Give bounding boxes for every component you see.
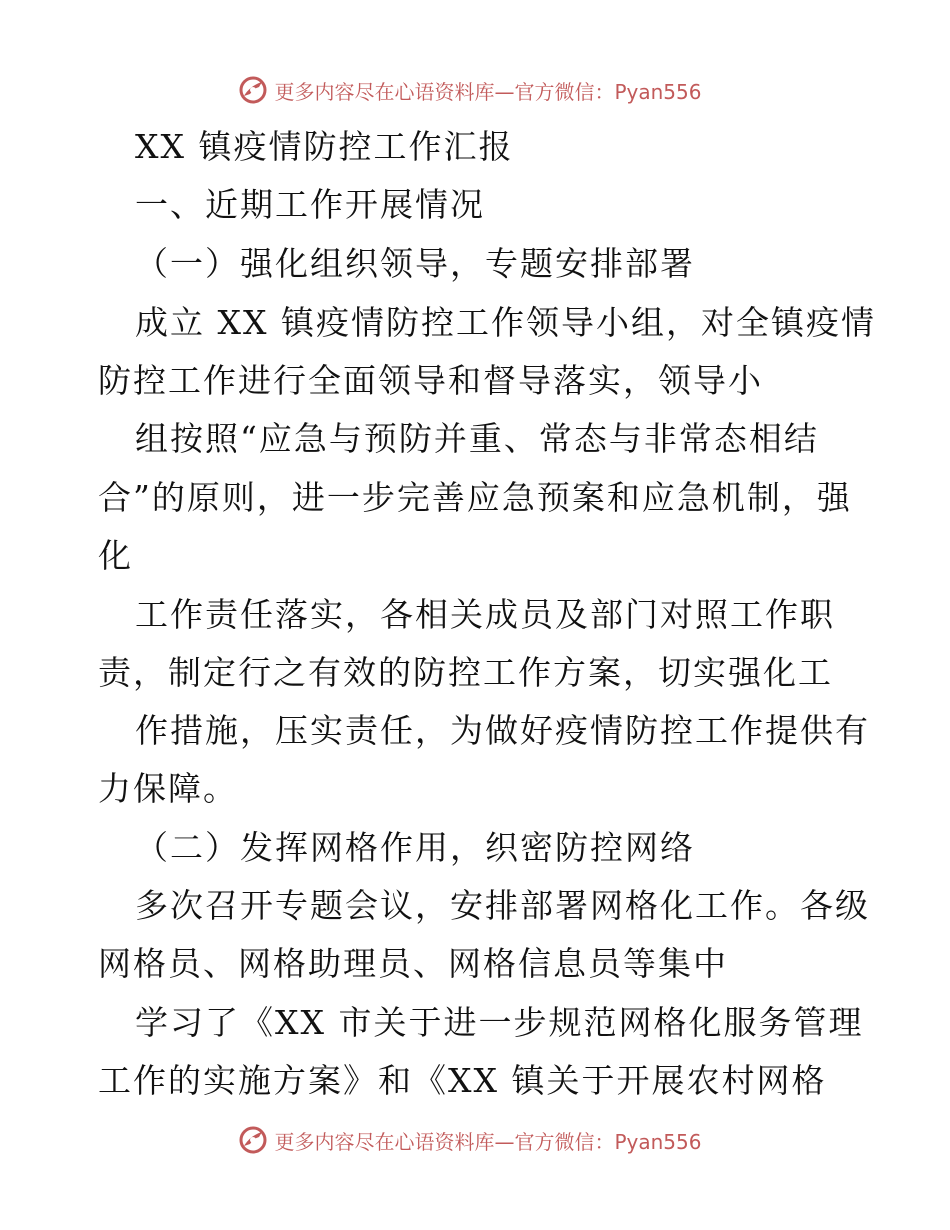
paragraph-line: 防控工作进行全面领导和督导落实，领导小: [98, 361, 763, 400]
subsection-heading: （二）发挥网格作用，织密防控网络: [135, 828, 695, 867]
paragraph-line: 多次召开专题会议，安排部署网格化工作。各级: [135, 886, 870, 925]
section-heading: 一、近期工作开展情况: [135, 185, 485, 224]
paragraph-line: 成立 XX 镇疫情防控工作领导小组，对全镇疫情: [135, 303, 876, 342]
subsection-heading: （一）强化组织领导，专题安排部署: [135, 244, 695, 283]
paragraph-line: 责，制定行之有效的防控工作方案，切实强化工: [98, 653, 833, 692]
paragraph-line: 合”的原则，进一步完善应急预案和应急机制，强: [98, 478, 852, 517]
watermark-text: 更多内容尽在心语资料库—官方微信：Pyan556: [274, 1129, 702, 1154]
footer-watermark: [0, 1120, 950, 1160]
document-title: XX 镇疫情防控工作汇报: [135, 127, 514, 166]
watermark-text: 更多内容尽在心语资料库—官方微信：Pyan556: [274, 79, 702, 104]
paragraph-line: 组按照“应急与预防并重、常态与非常态相结: [135, 419, 819, 458]
paragraph-line: 工作责任落实，各相关成员及部门对照工作职: [135, 595, 835, 634]
paragraph-line: 网格员、网格助理员、网格信息员等集中: [98, 944, 728, 983]
paragraph-line: 工作的实施方案》和《XX 镇关于开展农村网格: [98, 1061, 827, 1100]
paragraph-line: 作措施，压实责任，为做好疫情防控工作提供有: [135, 711, 870, 750]
pen-nib-circle-icon: [238, 1125, 268, 1155]
paragraph-line: 学习了《XX 市关于进一步规范网格化服务管理: [135, 1003, 864, 1042]
paragraph-line: 力保障。: [98, 769, 238, 808]
paragraph-line: 化: [98, 536, 133, 575]
